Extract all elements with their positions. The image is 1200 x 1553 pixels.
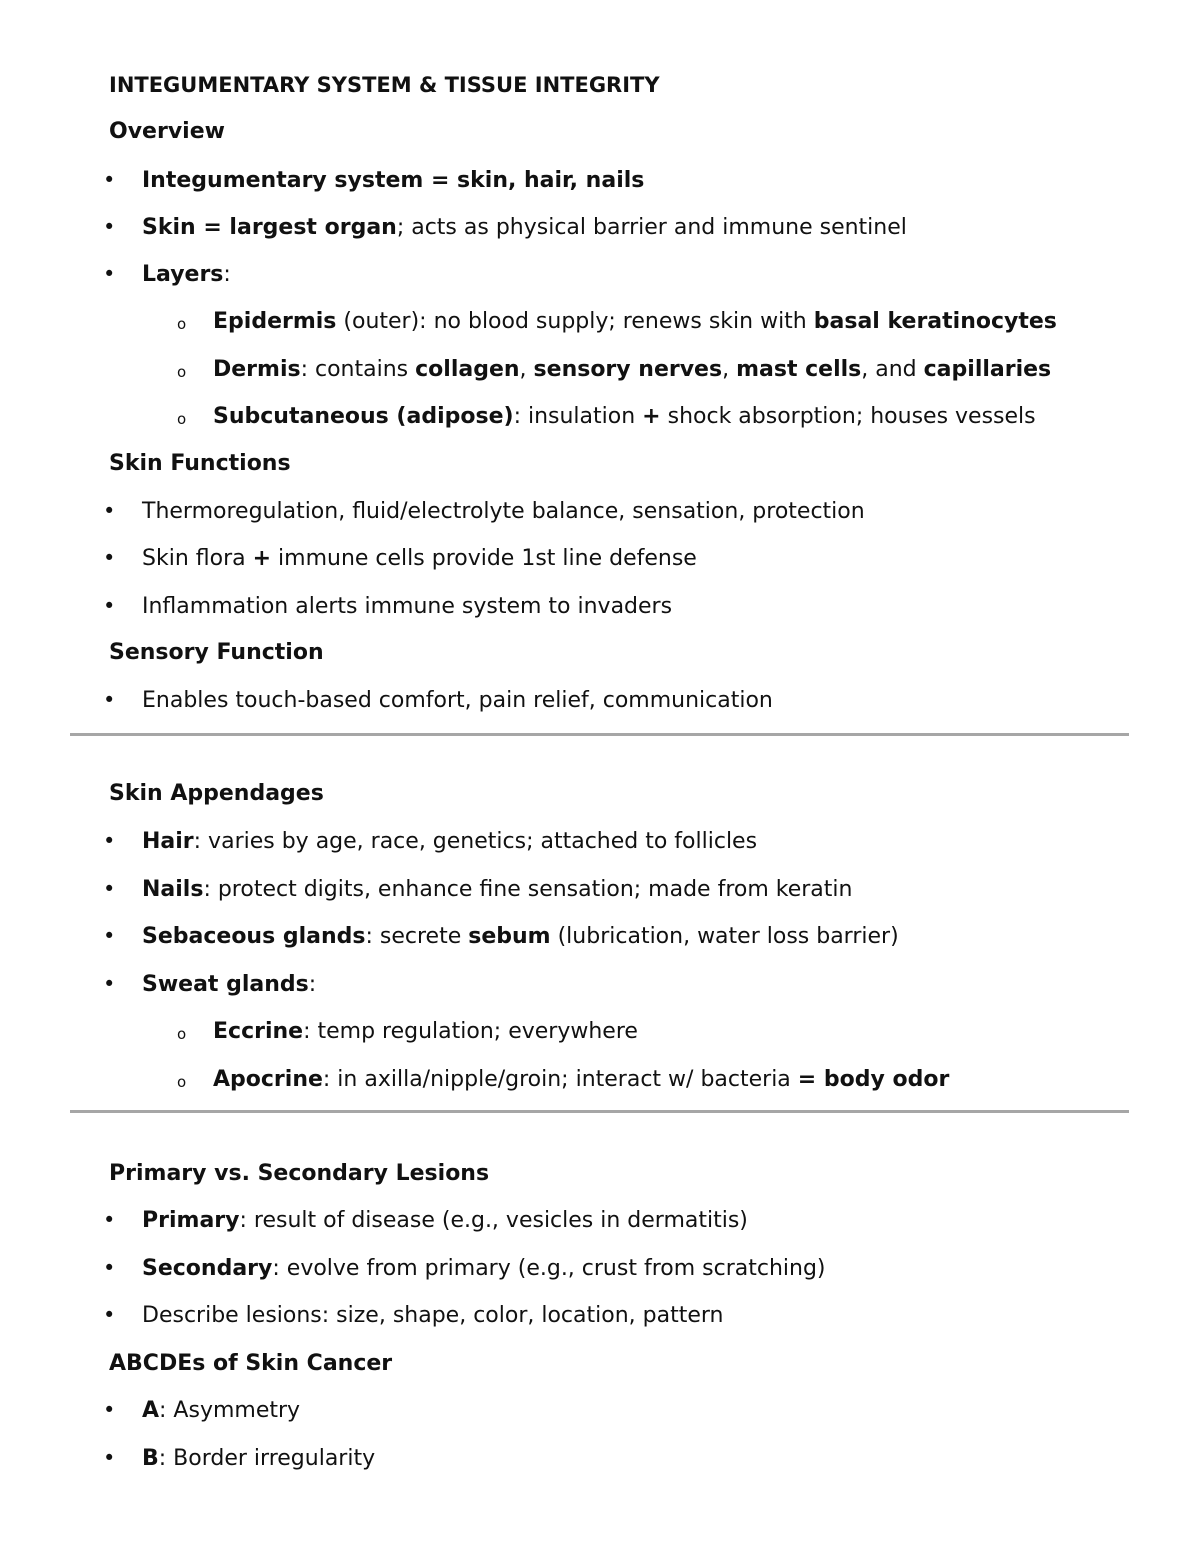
bullet-icon: • <box>103 877 116 901</box>
bullet-icon: • <box>103 168 116 192</box>
bullet-icon: • <box>103 829 116 853</box>
lesions-heading: Primary vs. Secondary Lesions <box>109 1161 490 1186</box>
overview-heading: Overview <box>109 119 225 144</box>
bullet-icon: • <box>103 546 116 570</box>
bullet-icon: • <box>103 1208 116 1232</box>
sub-bullet-icon: o <box>177 1025 187 1043</box>
list-item: Sweat glands: <box>142 972 317 997</box>
list-item: Sebaceous glands: secrete sebum (lubrication, water loss barrier) <box>142 924 899 949</box>
list-item: Eccrine: temp regulation; everywhere <box>213 1019 638 1044</box>
list-item: Inflammation alerts immune system to invaders <box>142 594 673 619</box>
bullet-icon: • <box>103 1303 116 1327</box>
list-item: Subcutaneous (adipose): insulation + shock absorption; houses vessels <box>213 404 1036 429</box>
list-item: Layers: <box>142 262 231 287</box>
sensory-function-heading: Sensory Function <box>109 640 324 665</box>
list-item: Nails: protect digits, enhance fine sensation; made from keratin <box>142 877 853 902</box>
sub-bullet-icon: o <box>177 363 187 381</box>
bullet-icon: • <box>103 499 116 523</box>
list-item: Primary: result of disease (e.g., vesicles in dermatitis) <box>142 1208 748 1233</box>
bullet-icon: • <box>103 594 116 618</box>
bullet-icon: • <box>103 215 116 239</box>
bullet-icon: • <box>103 1398 116 1422</box>
list-item: Skin flora + immune cells provide 1st line defense <box>142 546 697 571</box>
list-item: Skin = largest organ; acts as physical barrier and immune sentinel <box>142 215 907 240</box>
bullet-icon: • <box>103 262 116 286</box>
list-item: B: Border irregularity <box>142 1446 376 1471</box>
list-item: Secondary: evolve from primary (e.g., crust from scratching) <box>142 1256 826 1281</box>
list-item: Describe lesions: size, shape, color, location, pattern <box>142 1303 724 1328</box>
section-divider <box>70 1110 1129 1113</box>
sub-bullet-icon: o <box>177 315 187 333</box>
abcde-heading: ABCDEs of Skin Cancer <box>109 1351 393 1376</box>
list-item: A: Asymmetry <box>142 1398 301 1423</box>
skin-appendages-heading: Skin Appendages <box>109 781 324 806</box>
list-item: Enables touch-based comfort, pain relief, communication <box>142 688 773 713</box>
bullet-icon: • <box>103 688 116 712</box>
list-item: Apocrine: in axilla/nipple/groin; interact w/ bacteria = body odor <box>213 1067 950 1092</box>
bullet-icon: • <box>103 924 116 948</box>
section-divider <box>70 733 1129 736</box>
list-item: Epidermis (outer): no blood supply; renews skin with basal keratinocytes <box>213 309 1057 334</box>
list-item: Thermoregulation, fluid/electrolyte balance, sensation, protection <box>142 499 865 524</box>
sub-bullet-icon: o <box>177 410 187 428</box>
bullet-icon: • <box>103 1446 116 1470</box>
bullet-icon: • <box>103 1256 116 1280</box>
sub-bullet-icon: o <box>177 1073 187 1091</box>
list-item: Integumentary system = skin, hair, nails <box>142 168 645 193</box>
list-item: Dermis: contains collagen, sensory nerves, mast cells, and capillaries <box>213 357 1052 382</box>
skin-functions-heading: Skin Functions <box>109 451 291 476</box>
list-item: Hair: varies by age, race, genetics; attached to follicles <box>142 829 758 854</box>
document-title: INTEGUMENTARY SYSTEM & TISSUE INTEGRITY <box>109 73 660 97</box>
bullet-icon: • <box>103 972 116 996</box>
